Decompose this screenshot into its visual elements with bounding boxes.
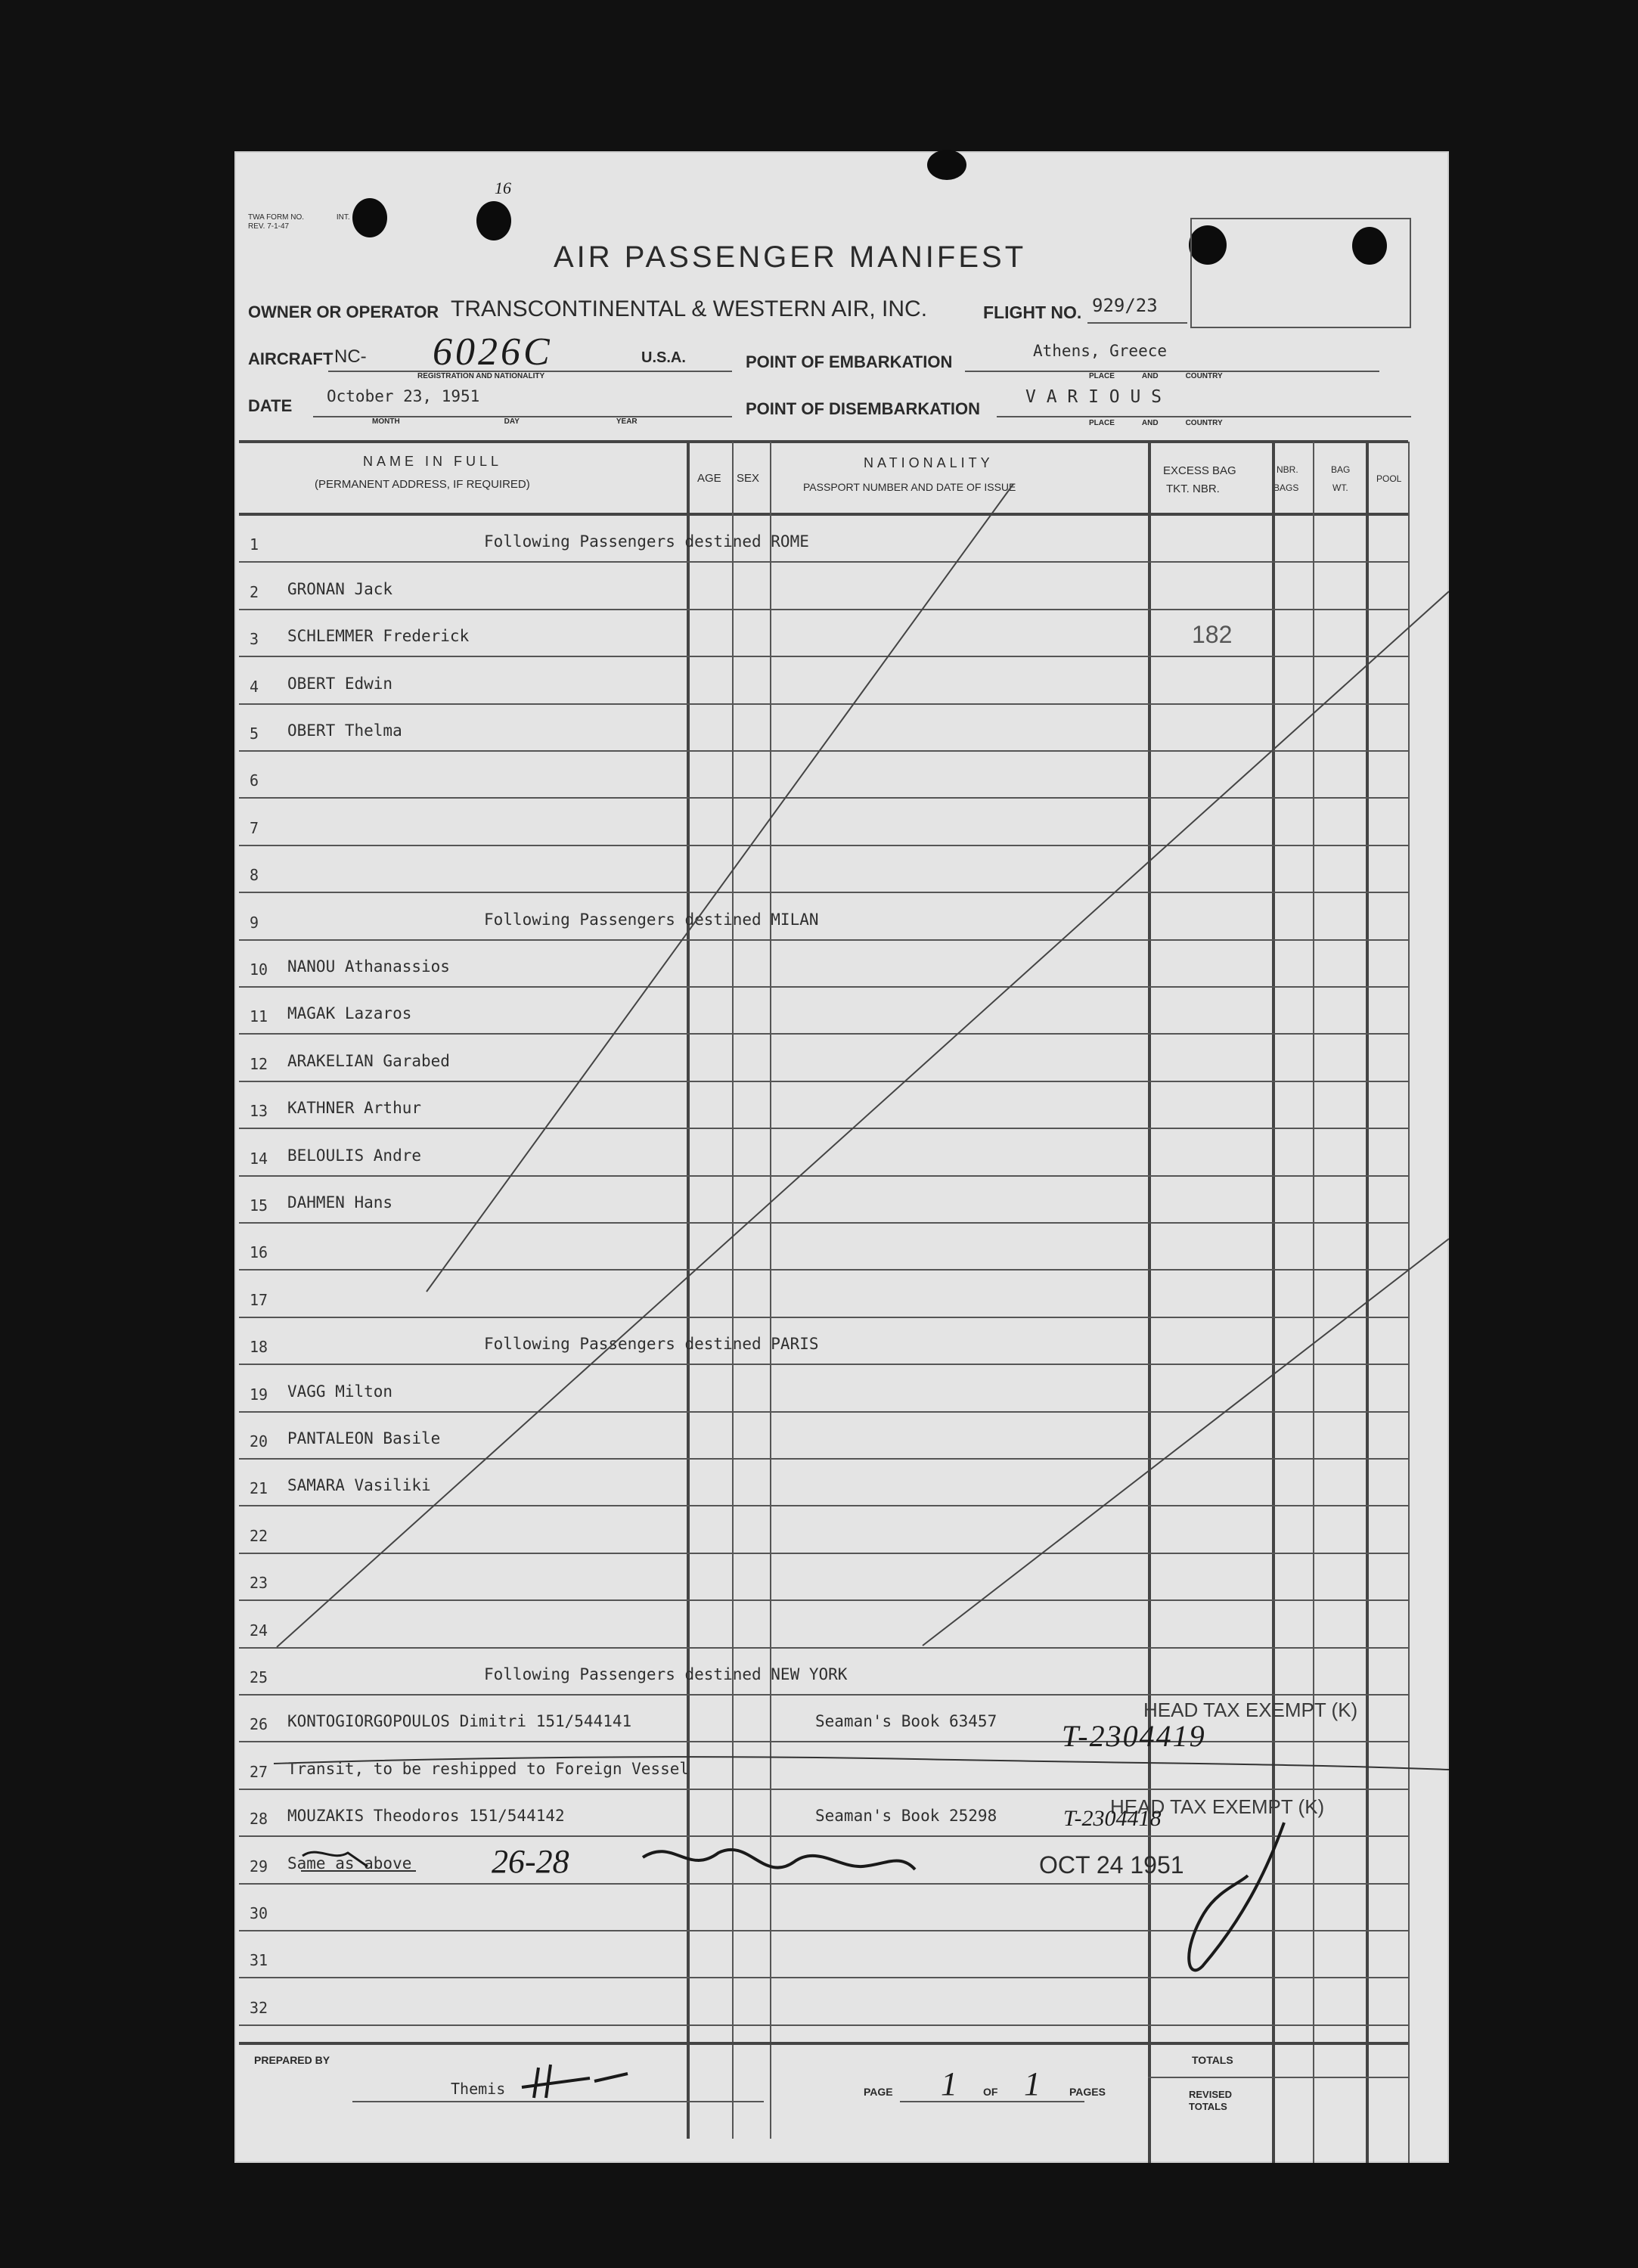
- row-number: 21: [250, 1479, 268, 1498]
- row-number: 15: [250, 1196, 268, 1215]
- header-sex: SEX: [737, 472, 760, 485]
- date-value: October 23, 1951: [327, 387, 480, 405]
- registration-caption: REGISTRATION AND NATIONALITY: [417, 372, 545, 380]
- head-tax-exempt-stamp-2: HEAD TAX EXEMPT (K): [1110, 1795, 1325, 1818]
- manifest-sheet: [234, 151, 1449, 2163]
- initials-mark: [234, 151, 1449, 2163]
- header-pool: POOL: [1376, 473, 1402, 484]
- header-excess: EXCESS BAG: [1163, 464, 1236, 477]
- of-label: OF: [983, 2086, 998, 2098]
- head-tax-exempt-stamp: HEAD TAX EXEMPT (K): [1143, 1699, 1358, 1721]
- row29-handwriting: 26-28: [492, 1843, 569, 1880]
- row-number: 25: [250, 1668, 268, 1686]
- header-nationality-sub: PASSPORT NUMBER AND DATE OF ISSUE: [803, 481, 1016, 493]
- passenger-name: MAGAK Lazaros: [287, 1004, 412, 1023]
- row-number: 17: [250, 1290, 268, 1309]
- passenger-name: VAGG Milton: [287, 1382, 393, 1401]
- passenger-name: KATHNER Arthur: [287, 1099, 422, 1118]
- flight-value: 929/23: [1092, 295, 1158, 316]
- row-number: 23: [250, 1574, 268, 1593]
- page-title: AIR PASSENGER MANIFEST: [554, 240, 1027, 274]
- date-stamp: OCT 24 1951: [1039, 1851, 1184, 1879]
- row-number: 27: [250, 1762, 268, 1781]
- form-id: TWA FORM NO. INT. REV. 7-1-47: [248, 213, 350, 231]
- date-label: DATE: [248, 396, 293, 415]
- passenger-name: NANOU Athanassios: [287, 957, 450, 976]
- destination-heading: Following Passengers destined ROME: [484, 532, 809, 551]
- row-number: 30: [250, 1904, 268, 1922]
- header-bagwt-sub: WT.: [1332, 482, 1348, 493]
- row-number: 11: [250, 1007, 268, 1026]
- prepared-label: PREPARED BY: [254, 2054, 330, 2066]
- destination-heading: Following Passengers destined PARIS: [484, 1335, 819, 1354]
- row-number: 16: [250, 1243, 268, 1262]
- row-number: 20: [250, 1432, 268, 1450]
- row-number: 4: [250, 677, 259, 696]
- header-name-sub: (PERMANENT ADDRESS, IF REQUIRED): [315, 478, 530, 491]
- header-nationality: NATIONALITY: [864, 455, 994, 470]
- row-number: 29: [250, 1857, 268, 1876]
- row-number: 31: [250, 1951, 268, 1970]
- passenger-name: BELOULIS Andre: [287, 1146, 422, 1165]
- passenger-nationality: Seaman's Book 63457: [815, 1712, 997, 1731]
- aircraft-country: U.S.A.: [641, 349, 686, 366]
- aircraft-label: AIRCRAFT: [248, 349, 333, 368]
- passenger-name: GRONAN Jack: [287, 579, 393, 598]
- row-number: 14: [250, 1149, 268, 1168]
- embark-label: POINT OF EMBARKATION: [746, 352, 953, 371]
- row-number: 19: [250, 1385, 268, 1404]
- row-number: 6: [250, 771, 259, 790]
- passenger-nationality: Seaman's Book 25298: [815, 1807, 997, 1826]
- revised-totals-label: REVISED TOTALS: [1189, 2089, 1233, 2112]
- aircraft-prefix: NC-: [334, 346, 367, 367]
- passenger-name: SCHLEMMER Frederick: [287, 627, 470, 646]
- row-number: 5: [250, 724, 259, 743]
- aircraft-value: 6026C: [433, 330, 553, 374]
- row-number: 2: [250, 582, 259, 601]
- header-excess-sub: TKT. NBR.: [1166, 482, 1220, 495]
- passenger-name: Same as above: [287, 1854, 412, 1872]
- passenger-name: Transit, to be reshipped to Foreign Vessel: [287, 1759, 690, 1778]
- row-number: 32: [250, 1998, 268, 2017]
- row-number: 18: [250, 1338, 268, 1357]
- passenger-name: OBERT Thelma: [287, 721, 402, 740]
- handwritten-ticket-2: T-2304418: [1063, 1806, 1162, 1831]
- header-nbr: NBR.: [1277, 464, 1298, 475]
- passenger-name: PANTALEON Basile: [287, 1429, 441, 1447]
- row-number: 26: [250, 1715, 268, 1734]
- totals-label: TOTALS: [1192, 2054, 1233, 2066]
- row-number: 3: [250, 630, 259, 649]
- row-number: 22: [250, 1526, 268, 1545]
- header-name: NAME IN FULL: [363, 454, 503, 469]
- row-number: 1: [250, 535, 259, 554]
- owner-label: OWNER OR OPERATOR: [248, 303, 439, 321]
- pages-label: PAGES: [1069, 2086, 1106, 2098]
- row-number: 13: [250, 1102, 268, 1121]
- owner-value: TRANSCONTINENTAL & WESTERN AIR, INC.: [451, 296, 928, 321]
- row-number: 10: [250, 960, 268, 979]
- row-number: 9: [250, 913, 259, 932]
- passenger-name: DAHMEN Hans: [287, 1193, 393, 1212]
- header-nbr-sub: BAGS: [1273, 482, 1299, 493]
- disembark-value: V A R I O U S: [1025, 387, 1162, 407]
- handwritten-ticket-1: T-2304419: [1062, 1719, 1206, 1753]
- page-current: 1: [941, 2065, 957, 2102]
- disembark-label: POINT OF DISEMBARKATION: [746, 399, 981, 418]
- row-number: 24: [250, 1621, 268, 1640]
- passenger-name: SAMARA Vasiliki: [287, 1476, 431, 1495]
- destination-heading: Following Passengers destined MILAN: [484, 910, 819, 929]
- embark-value: Athens, Greece: [1033, 342, 1168, 360]
- passenger-name: OBERT Edwin: [287, 674, 393, 693]
- row-number: 28: [250, 1810, 268, 1829]
- prepared-value: Themis: [451, 2080, 506, 2098]
- header-age: AGE: [697, 472, 721, 485]
- passenger-name: KONTOGIORGOPOULOS Dimitri 151/544141: [287, 1712, 632, 1731]
- passenger-name: MOUZAKIS Theodoros 151/544142: [287, 1807, 565, 1826]
- date-caption: MONTH DAY YEAR: [372, 417, 638, 426]
- page-total: 1: [1024, 2065, 1041, 2102]
- place-caption: PLACE AND COUNTRY: [1089, 372, 1223, 380]
- row-number: 8: [250, 866, 259, 885]
- header-bagwt: BAG: [1331, 464, 1351, 475]
- destination-heading: Following Passengers destined NEW YORK: [484, 1665, 848, 1683]
- row-number: 12: [250, 1054, 268, 1073]
- flight-label: FLIGHT NO.: [983, 303, 1082, 322]
- page-label: PAGE: [864, 2086, 893, 2098]
- row-number: 7: [250, 818, 259, 837]
- top-hand-mark: 16: [495, 178, 511, 197]
- passenger-name: ARAKELIAN Garabed: [287, 1051, 450, 1070]
- place-caption-2: PLACE AND COUNTRY: [1089, 419, 1223, 427]
- excess-bag-ticket: 182: [1192, 621, 1233, 649]
